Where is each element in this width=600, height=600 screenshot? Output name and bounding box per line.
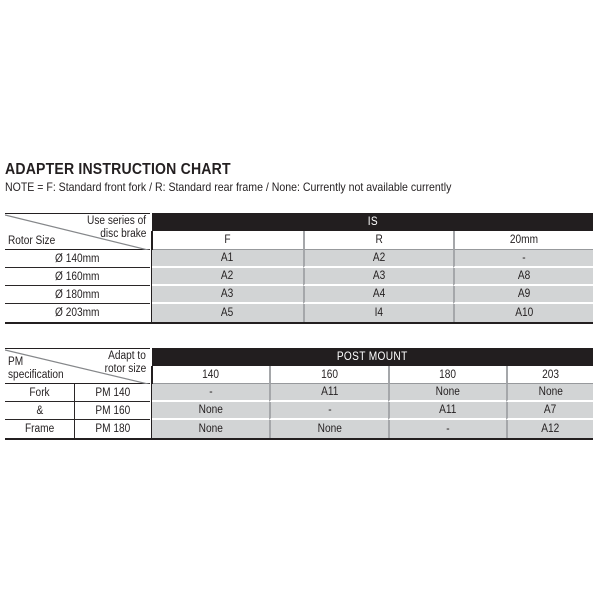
corner-column-axis-label: Adapt to rotor size xyxy=(104,350,146,375)
is-group-header: IS xyxy=(152,213,593,231)
page-note-text: NOTE = F: Standard front fork / R: Standard rear frame / None: Currently not available currently xyxy=(5,180,452,194)
pm-table-corner-cell xyxy=(5,348,150,384)
table-cell: A12 xyxy=(506,420,593,438)
column-header-20mm: 20mm xyxy=(453,231,593,250)
table-cell: - xyxy=(388,420,506,438)
table-cell: None xyxy=(506,384,593,402)
row-label: Ø 140mm xyxy=(5,250,150,268)
table-row xyxy=(5,402,593,420)
page-title xyxy=(5,161,262,179)
table-cell: A4 xyxy=(303,286,453,304)
column-header-160: 160 xyxy=(269,366,388,384)
column-header-203: 203 xyxy=(506,366,593,384)
page-note xyxy=(5,180,512,194)
is-adapter-table xyxy=(5,213,593,325)
row-label: PM 160 xyxy=(75,402,150,420)
table-cell: None xyxy=(152,420,269,438)
table-cell: - xyxy=(269,402,388,420)
corner-row-axis-label: PM specification xyxy=(8,356,64,381)
is-table-corner-cell xyxy=(5,213,150,250)
row-label: PM 140 xyxy=(75,384,150,402)
row-group-label: Frame xyxy=(5,420,75,438)
post-mount-adapter-table xyxy=(5,348,593,441)
table-cell: A11 xyxy=(269,384,388,402)
table-cell: - xyxy=(152,384,269,402)
table-cell: A3 xyxy=(152,286,303,304)
table-cell: A5 xyxy=(152,304,303,322)
column-header-f: F xyxy=(152,231,303,250)
row-label: Ø 180mm xyxy=(5,286,150,304)
table-cell: I4 xyxy=(303,304,453,322)
table-row xyxy=(5,304,593,322)
table-row xyxy=(5,384,593,402)
row-group-label: & xyxy=(5,402,75,420)
table-cell: None xyxy=(269,420,388,438)
table-row xyxy=(5,286,593,304)
corner-row-axis-label: Rotor Size xyxy=(8,234,56,247)
table-cell: A11 xyxy=(388,402,506,420)
column-header-r: R xyxy=(303,231,453,250)
table-cell: A7 xyxy=(506,402,593,420)
table-row xyxy=(5,420,593,438)
table-row xyxy=(5,250,593,268)
column-header-140: 140 xyxy=(152,366,269,384)
post-mount-group-header: POST MOUNT xyxy=(152,348,593,366)
table-cell: A9 xyxy=(453,286,593,304)
table-bottom-border xyxy=(5,438,593,440)
row-label: PM 180 xyxy=(75,420,150,438)
table-cell: A1 xyxy=(152,250,303,268)
table-cell: - xyxy=(453,250,593,268)
table-cell: A8 xyxy=(453,268,593,286)
row-label: Ø 160mm xyxy=(5,268,150,286)
table-cell: A2 xyxy=(303,250,453,268)
table-cell: A3 xyxy=(303,268,453,286)
table-cell: None xyxy=(388,384,506,402)
table-cell: A2 xyxy=(152,268,303,286)
table-cell: None xyxy=(152,402,269,420)
row-label: Ø 203mm xyxy=(5,304,150,322)
table-bottom-border xyxy=(5,322,593,324)
row-group-label: Fork xyxy=(5,384,75,402)
table-cell: A10 xyxy=(453,304,593,322)
corner-column-axis-label: Use series of disc brake xyxy=(86,215,146,240)
table-row xyxy=(5,268,593,286)
page-title-text: ADAPTER INSTRUCTION CHART xyxy=(5,161,231,178)
column-header-180: 180 xyxy=(388,366,506,384)
